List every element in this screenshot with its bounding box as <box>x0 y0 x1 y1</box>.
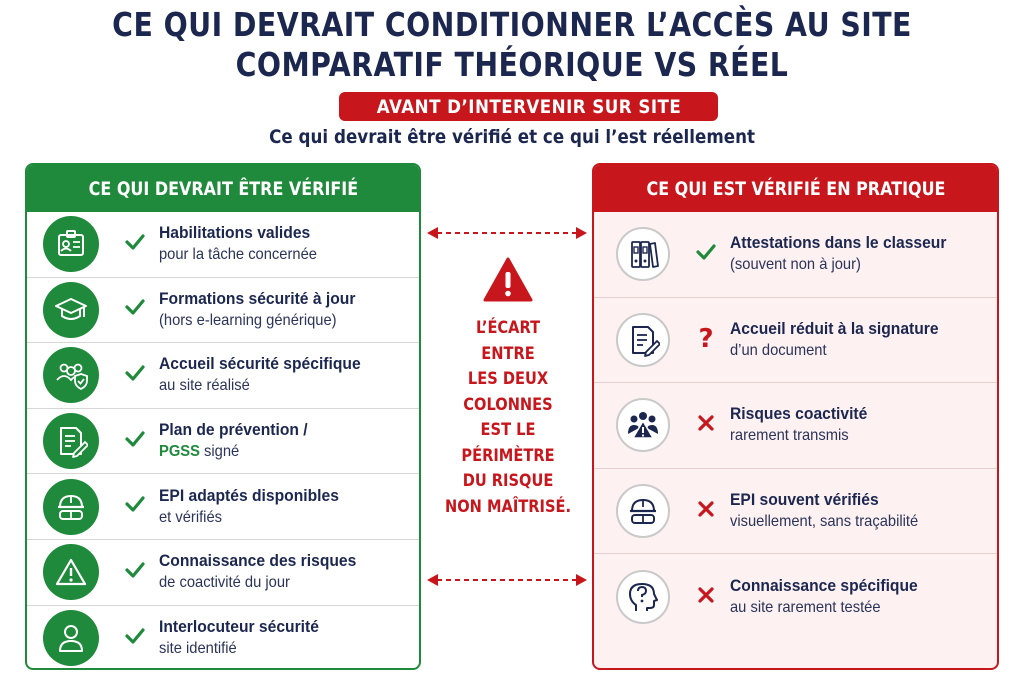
item-detail-highlight: PGSS <box>159 443 200 461</box>
left-item-6 <box>27 540 419 606</box>
item-detail-rest: signé <box>199 443 240 461</box>
right-item-1 <box>594 212 997 298</box>
document-pen-icon <box>43 413 99 469</box>
item-text <box>730 232 965 276</box>
item-detail: rarement transmis <box>730 427 849 445</box>
check-icon <box>121 493 149 520</box>
item-detail: de coactivité du jour <box>159 574 290 592</box>
right-item-4 <box>594 469 997 555</box>
item-text <box>159 353 378 397</box>
item-detail: d’un document <box>730 341 827 359</box>
graduation-cap-icon <box>43 282 99 338</box>
panel-theoretical-title: CE QUI DEVRAIT ÊTRE VÉRIFIÉ <box>27 165 419 212</box>
left-item-2 <box>27 278 419 344</box>
check-icon <box>121 296 149 323</box>
document-pen-icon <box>616 313 670 367</box>
item-detail: (hors e-learning générique) <box>159 311 337 329</box>
item-text <box>730 403 879 447</box>
item-title: Connaissance des risques <box>159 551 357 571</box>
item-title: Attestations dans le classeur <box>730 233 947 253</box>
item-detail: au site rarement testée <box>730 599 881 617</box>
hardhat-goggles-icon <box>616 484 670 538</box>
double-arrow-bottom-icon <box>425 572 589 588</box>
item-text <box>730 318 957 362</box>
left-item-7 <box>27 606 419 670</box>
item-text <box>730 489 935 533</box>
item-title: Habilitations valides <box>159 223 311 243</box>
item-title: Risques coactivité <box>730 404 868 424</box>
double-arrow-top-icon <box>425 225 589 241</box>
hardhat-goggles-icon <box>43 479 99 535</box>
id-badge-icon <box>43 216 99 272</box>
item-title: Accueil sécurité spécifique <box>159 354 361 374</box>
group-warning-icon <box>616 398 670 452</box>
right-item-5 <box>594 554 997 640</box>
right-item-2 <box>594 298 997 384</box>
gap-message-line: COLONNES <box>463 394 553 415</box>
item-title: Plan de prévention / <box>159 420 308 440</box>
group-shield-icon <box>43 347 99 403</box>
left-item-5 <box>27 474 419 540</box>
check-icon <box>121 362 149 389</box>
page-title-line1: CE QUI DEVRAIT CONDITIONNER L’ACCÈS AU SITE <box>112 5 912 44</box>
item-title: EPI adaptés disponibles <box>159 485 339 505</box>
item-text <box>159 485 355 529</box>
left-item-1 <box>27 212 419 278</box>
item-title: Connaissance spécifique <box>730 576 918 596</box>
item-text <box>159 222 331 266</box>
page-title-line2: COMPARATIF THÉORIQUE VS RÉEL <box>235 45 789 84</box>
cross-icon <box>692 584 720 611</box>
check-icon <box>121 231 149 258</box>
check-icon <box>121 428 149 455</box>
item-text <box>159 616 333 660</box>
gap-message-line: ENTRE <box>481 343 535 364</box>
panel-practical-title: CE QUI EST VÉRIFIÉ EN PRATIQUE <box>594 165 997 212</box>
item-detail: visuellement, sans traçabilité <box>730 513 919 531</box>
warning-triangle-icon <box>43 544 99 600</box>
gap-message-line: PÉRIMÈTRE <box>461 445 555 466</box>
gap-message-line: EST LE <box>480 420 536 440</box>
item-title: Formations sécurité à jour <box>159 288 356 308</box>
page-subtitle: Ce qui devrait être vérifié et ce qui l’est réellement <box>269 126 755 148</box>
gap-message-line: NON MAÎTRISÉ. <box>444 496 572 517</box>
item-text <box>159 288 373 332</box>
cross-icon <box>692 498 720 525</box>
panel-theoretical <box>25 163 421 670</box>
gap-message-line: LES DEUX <box>467 369 549 389</box>
gap-message-line: DU RISQUE <box>462 471 554 491</box>
question-icon: ? <box>698 323 714 354</box>
left-item-3 <box>27 343 419 409</box>
check-icon <box>692 241 720 268</box>
panel-practical <box>592 163 999 670</box>
item-title: Accueil réduit à la signature <box>730 318 939 338</box>
gap-message-line: L’ÉCART <box>475 318 541 338</box>
cross-icon <box>692 412 720 439</box>
item-detail: pour la tâche concernée <box>159 246 317 264</box>
right-item-3 <box>594 383 997 469</box>
item-title: EPI souvent vérifiés <box>730 490 879 510</box>
item-detail: site identifié <box>159 640 237 658</box>
gap-message <box>430 316 586 520</box>
item-detail <box>159 441 308 463</box>
item-text <box>159 550 373 594</box>
item-text <box>159 419 321 463</box>
item-title: Interlocuteur sécurité <box>159 617 319 637</box>
item-detail: (souvent non à jour) <box>730 256 861 274</box>
item-detail: et vérifiés <box>159 508 222 526</box>
item-text <box>730 575 934 619</box>
check-icon <box>121 559 149 586</box>
item-detail: au site réalisé <box>159 377 250 395</box>
check-icon <box>121 625 149 652</box>
context-badge: AVANT D’INTERVENIR SUR SITE <box>339 92 718 121</box>
binders-icon <box>616 227 670 281</box>
left-item-4 <box>27 409 419 475</box>
person-icon <box>43 610 99 666</box>
head-question-icon <box>616 570 670 624</box>
warning-triangle-icon <box>483 257 533 303</box>
